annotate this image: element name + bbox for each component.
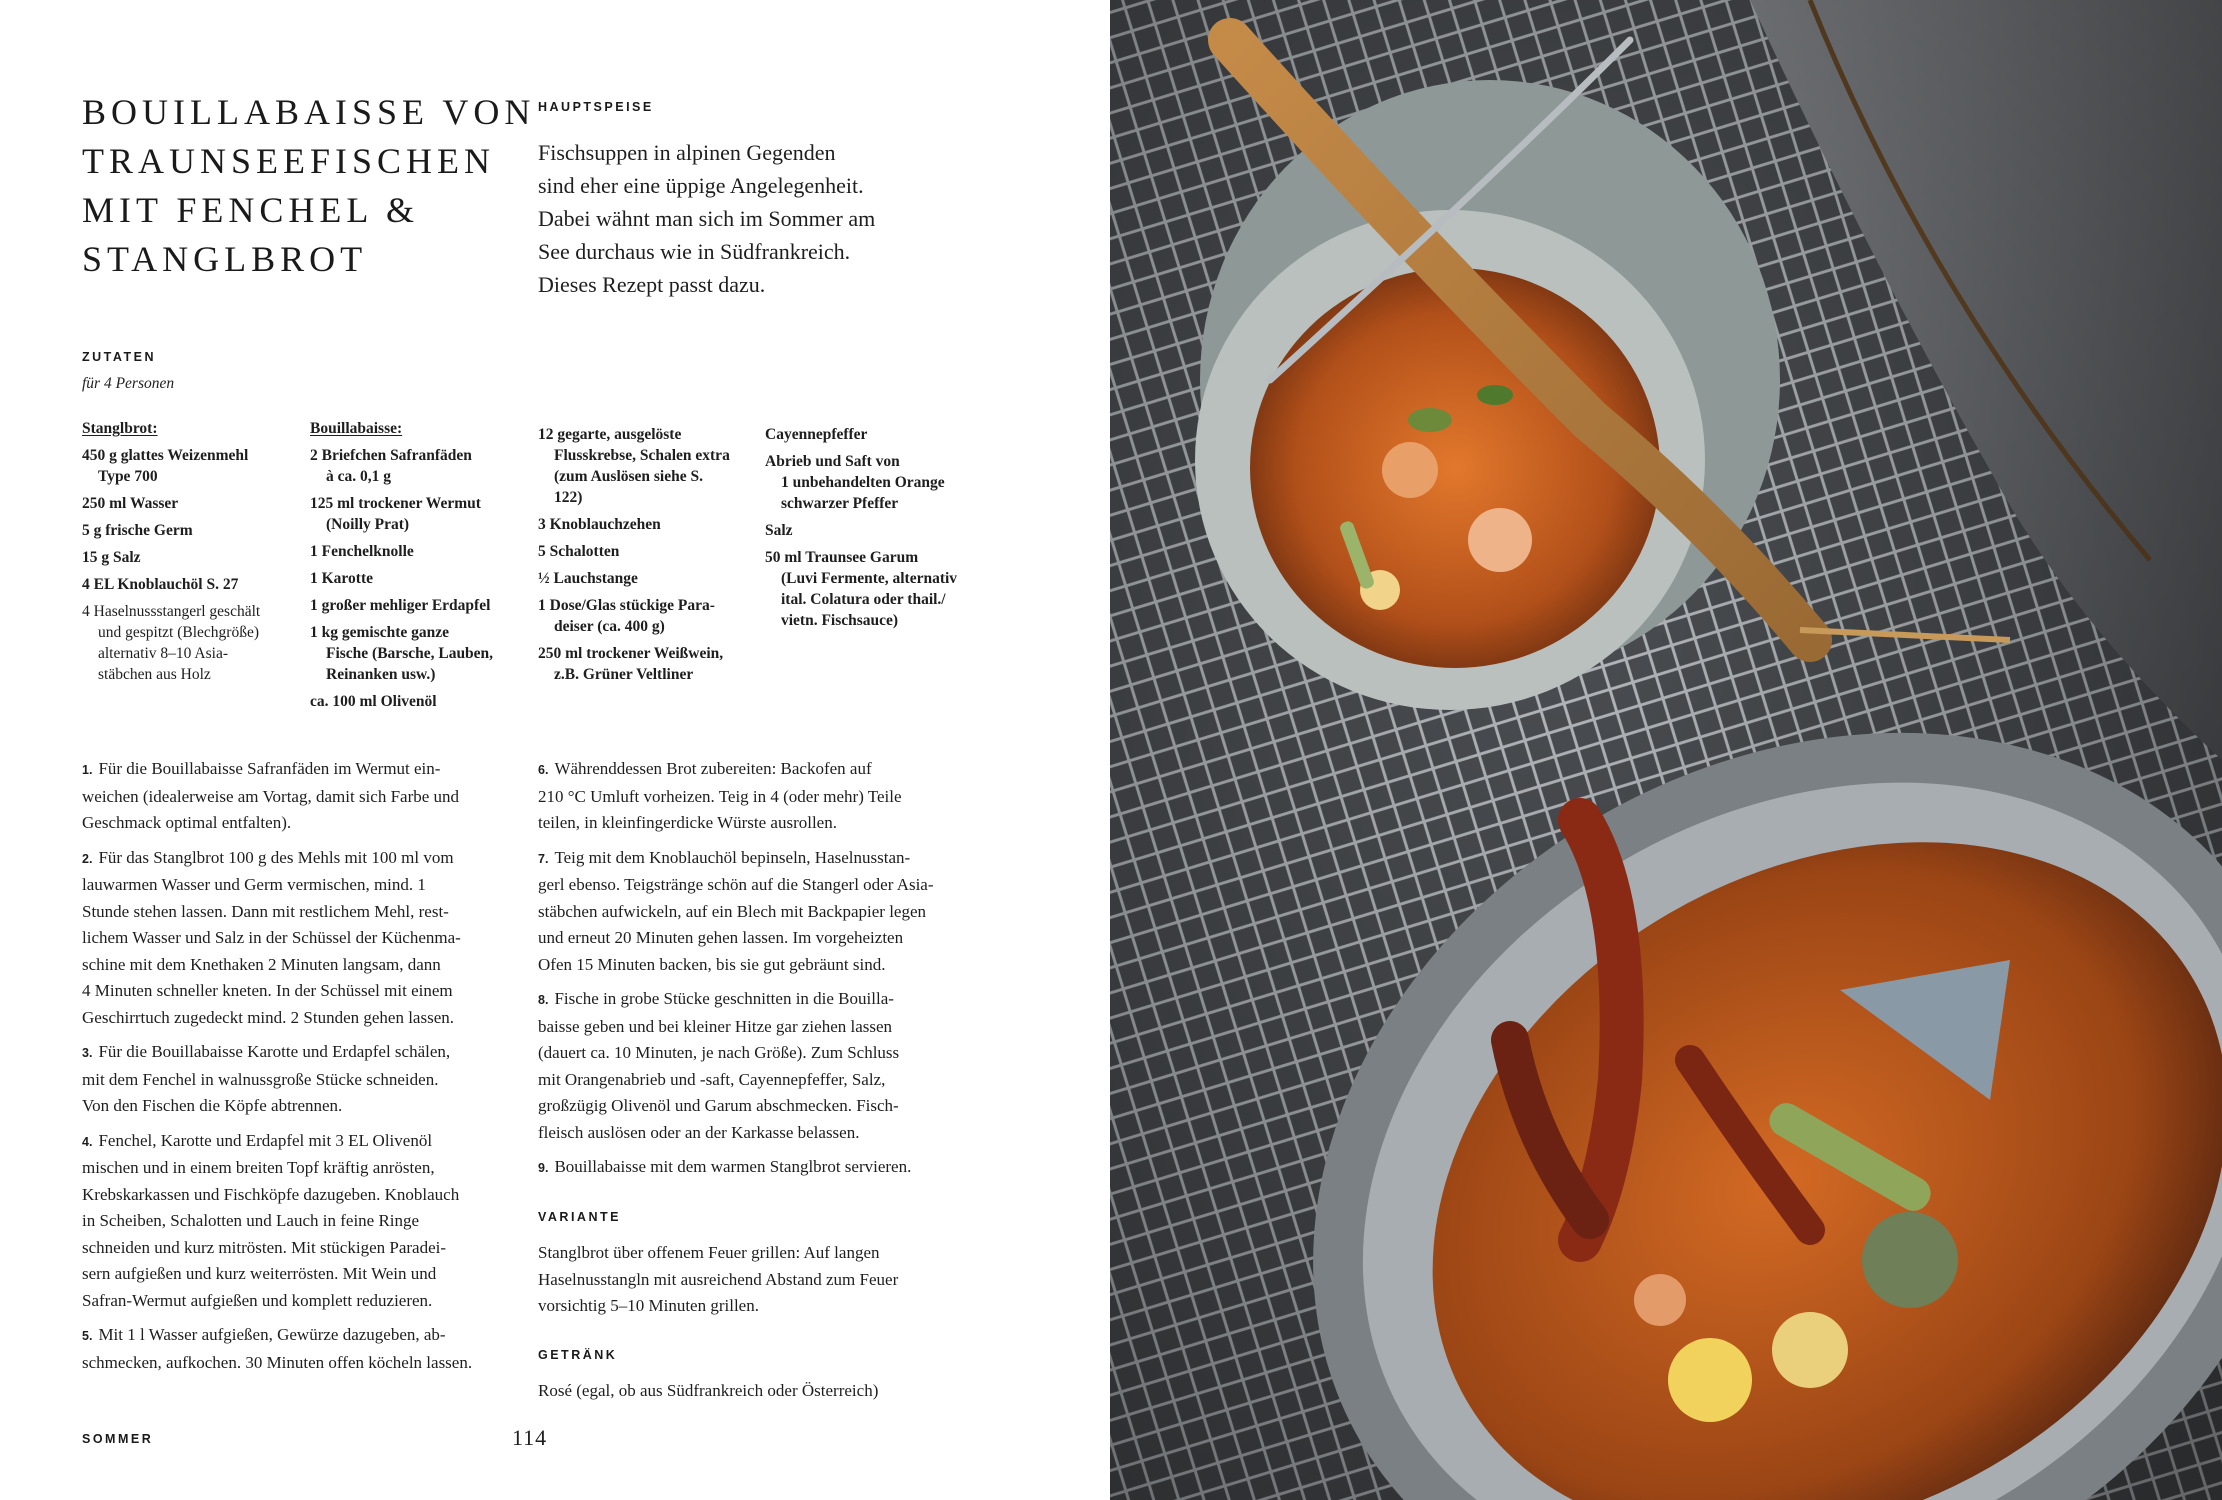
ingredient-item [82,520,297,541]
step-line: Safran-Wermut aufgießen und komplett reduzieren. [82,1290,433,1310]
fish-piece [1382,442,1438,498]
servings-note: für 4 Personen [82,375,175,392]
step-line: Geschirrtuch zugedeckt mind. 2 Stunden gehen lassen. [82,1007,455,1027]
ingredient-group-heading: Bouillabaisse: [310,420,403,437]
ingredient-line: Fische (Barsche, Lauben, [326,645,494,662]
step-line: Krebskarkassen und Fischköpfe dazugeben. Knoblauch [82,1184,460,1204]
step-line: stäbchen aufwickeln, auf ein Blech mit Backpapier legen [538,901,927,921]
page-number: 114 [512,1425,548,1450]
ingredient-line: ital. Colatura oder thail./ [781,591,946,608]
step-line: 4 Minuten schneller kneten. In der Schüssel mit einem [82,981,453,1000]
ingredient-line: deiser (ca. 400 g) [554,618,665,635]
ingredient-line: (Noilly Prat) [326,516,410,533]
step-number: 5. [82,1329,93,1343]
variante-line: Haselnusstangln mit ausreichend Abstand zum Feuer [538,1269,899,1289]
ingredient-item [765,424,990,445]
ingredient-item [538,643,753,685]
step-line: baisse geben und bei kleiner Hitze gar ziehen lassen [538,1016,893,1036]
instruction-step [82,845,522,1032]
ingredient-line: 1 kg gemischte ganze [310,624,450,641]
step-line: sern aufgießen und kurz weiterrösten. Mit Wein und [82,1264,437,1283]
section-label: SOMMER [82,1432,154,1446]
ingredient-item [765,547,990,631]
intro-line: sind eher eine üppige Angelegenheit. [538,173,864,198]
title-line: TRAUNSEEFISCHEN [82,141,496,181]
ingredient-item [765,451,990,514]
step-line: lichem Wasser und Salz in der Schüssel der Küchenma- [82,928,461,947]
ingredient-item [82,445,297,487]
instructions-left-column [82,756,522,1384]
ingredient-line: ½ Lauchstange [538,570,638,587]
soup-upper [1250,268,1660,668]
ingredient-line: Type 700 [98,468,158,485]
ingredient-item [82,574,297,595]
step-line: Von den Fischen die Köpfe abtrennen. [82,1096,343,1115]
title-line: BOUILLABAISSE VON [82,92,536,132]
ingredient-item [538,424,753,508]
step-line: gerl ebenso. Teigstränge schön auf die Stangerl oder Asia- [538,875,934,894]
ingredient-line: vietn. Fischsauce) [781,612,899,629]
ingredient-item [310,691,525,712]
step-line: (dauert ca. 10 Minuten, je nach Größe). Zum Schluss [538,1043,900,1062]
step-line: Fenchel, Karotte und Erdapfel mit 3 EL Olivenöl [98,1130,433,1150]
potato-piece [1772,1312,1848,1388]
ingredient-line: 1 Dose/Glas stückige Para- [538,597,715,614]
ingredient-item [310,622,525,685]
step-line: mit Orangenabrieb und -saft, Cayennepfeffer, Salz, [538,1069,886,1089]
left-page [0,0,1110,1500]
step-line: in Scheiben, Schalotten und Lauch in feine Ringe [82,1211,420,1230]
ingredient-line: Abrieb und Saft von [765,453,900,470]
getraenk-heading: GETRÄNK [538,1347,618,1362]
ingredient-line: (Luvi Fermente, alternativ [781,570,958,587]
instruction-step [538,845,978,979]
ingredient-line: und gespitzt (Blechgröße) [98,624,259,641]
herb-leaf [1477,385,1513,405]
variante-line: Stanglbrot über offenem Feuer grillen: Auf langen [538,1243,880,1262]
ingredient-item [310,541,525,562]
ingredient-line: 50 ml Traunsee Garum [765,549,919,566]
instruction-step [538,1154,978,1182]
ingredient-item [538,541,753,562]
ingredient-line: 5 Schalotten [538,543,620,560]
ingredient-line: Cayennepfeffer [765,426,868,443]
ingredient-item [765,520,990,541]
instruction-step [82,1322,522,1376]
ingredients-heading: ZUTATEN [82,350,156,364]
ingredient-item [310,595,525,616]
ingredient-line: ca. 100 ml Olivenöl [310,693,437,710]
ingredient-line: 1 großer mehliger Erdapfel [310,597,491,614]
ingredient-line: Reinanken usw.) [326,666,436,683]
variante-text [538,1240,978,1320]
getraenk-line: Rosé (egal, ob aus Südfrankreich oder Österreich) [538,1381,879,1400]
ingredients-column-3 [538,424,753,691]
step-line: schneiden und kurz mitrösten. Mit stückigen Paradei- [82,1237,446,1257]
step-line: teilen, in kleinfingerdicke Würste ausrollen. [538,813,837,832]
potato-piece [1668,1338,1752,1422]
food-photo-illustration [1110,0,2222,1500]
step-line: mischen und in einem breiten Topf kräftig anrösten, [82,1158,435,1177]
title-line: STANGLBROT [82,239,368,279]
step-line: Für die Bouillabaisse Safranfäden im Wermut ein- [98,759,441,778]
ingredient-line: 1 Fenchelknolle [310,543,414,560]
step-line: Währenddessen Brot zubereiten: Backofen auf [554,759,872,778]
ingredient-line: Flusskrebse, Schalen extra [554,447,730,464]
herb-leaf [1408,408,1452,432]
step-number: 6. [538,763,549,777]
ingredient-item [310,445,525,487]
step-line: und erneut 20 Minuten gehen lassen. Im vorgeheizten [538,928,904,947]
ingredients-column-stanglbrot [82,418,297,691]
step-number: 8. [538,993,549,1007]
step-line: Geschmack optimal entfalten). [82,813,292,832]
instruction-step [82,1128,522,1315]
ingredient-line: 12 gegarte, ausgelöste [538,426,682,443]
step-number: 9. [538,1161,549,1175]
ingredient-item [82,547,297,568]
step-line: lauwarmen Wasser und Germ vermischen, mind. 1 [82,875,426,894]
ingredient-item [310,568,525,589]
step-line: Fische in grobe Stücke geschnitten in die Bouilla- [554,989,894,1008]
ingredient-line: 125 ml trockener Wermut [310,495,481,512]
step-number: 1. [82,763,93,777]
shrimp-piece [1468,508,1532,572]
instruction-step [538,986,978,1146]
getraenk-text [538,1378,978,1405]
step-line: Bouillabaisse mit dem warmen Stanglbrot servieren. [554,1157,912,1176]
ingredient-item [538,514,753,535]
intro-line: See durchaus wie in Südfrankreich. [538,239,851,264]
instruction-step [82,756,522,837]
step-line: Teig mit dem Knoblauchöl bepinseln, Haselnusstan- [554,847,911,867]
intro-text [538,136,958,301]
shrimp-piece [1634,1274,1686,1326]
ingredient-line: 250 ml Wasser [82,495,179,512]
step-line: 210 °C Umluft vorheizen. Teig in 4 (oder mehr) Teile [538,786,902,806]
step-line: Für die Bouillabaisse Karotte und Erdapfel schälen, [98,1042,451,1061]
ingredient-line: 122) [554,489,583,506]
ingredients-column-bouillabaisse [310,418,525,718]
ingredient-item [538,595,753,637]
intro-line: Dieses Rezept passt dazu. [538,272,766,297]
instructions-right-column [538,756,978,1405]
ingredient-line: 4 Haselnussstangerl geschält [82,603,261,620]
ingredient-line: 250 ml trockener Weißwein, [538,645,724,662]
ingredient-line: 15 g Salz [82,549,141,566]
step-line: Mit 1 l Wasser aufgießen, Gewürze dazugeben, ab- [98,1325,446,1344]
ingredient-line: Salz [765,522,793,539]
ingredient-line: 4 EL Knoblauchöl S. 27 [82,576,239,593]
recipe-title [82,88,536,284]
step-number: 7. [538,851,549,866]
step-line: schmecken, aufkochen. 30 Minuten offen köcheln lassen. [82,1352,473,1372]
ingredient-line: 450 g glattes Weizenmehl [82,447,249,464]
instruction-step [82,1039,522,1120]
ingredient-line: alternativ 8–10 Asia- [98,645,228,662]
variante-heading: VARIANTE [538,1209,621,1224]
ingredient-line: 5 g frische Germ [82,522,193,539]
intro-line: Fischsuppen in alpinen Gegenden [538,140,836,165]
step-line: Stunde stehen lassen. Dann mit restlichem Mehl, rest- [82,901,449,921]
instruction-step [538,756,978,837]
step-number: 2. [82,851,93,866]
ingredient-line: z.B. Grüner Veltliner [554,666,694,683]
ingredient-line: à ca. 0,1 g [326,468,392,485]
ingredient-line: 1 Karotte [310,570,373,587]
intro-line: Dabei wähnt man sich im Sommer am [538,206,876,231]
step-line: Ofen 15 Minuten backen, bis sie gut gebräunt sind. [538,954,886,974]
step-number: 3. [82,1046,93,1060]
ingredients-column-4 [765,424,990,637]
ingredient-item [82,601,297,685]
step-line: weichen (idealerweise am Vortag, damit sich Farbe und [82,786,460,806]
ingredient-item [82,493,297,514]
ingredient-item [310,493,525,535]
step-line: schine mit dem Knethaken 2 Minuten langsam, dann [82,954,441,974]
ingredient-group-heading: Stanglbrot: [82,420,158,437]
variante-line: vorsichtig 5–10 Minuten grillen. [538,1296,759,1315]
step-line: Für das Stanglbrot 100 g des Mehls mit 100 ml vom [98,847,454,867]
bay-leaf [1862,1212,1958,1308]
step-number: 4. [82,1134,93,1149]
ingredient-line: (zum Auslösen siehe S. [554,468,703,485]
step-line: großzügig Olivenöl und Garum abschmecken. Fisch- [538,1096,899,1115]
ingredient-item [538,568,753,589]
ingredient-line: 1 unbehandelten Orange [781,474,945,491]
course-label: HAUPTSPEISE [538,100,654,114]
food-photo [1110,0,2222,1500]
ingredient-line: 3 Knoblauchzehen [538,516,661,533]
ingredient-line: 2 Briefchen Safranfäden [310,447,472,464]
title-line: MIT FENCHEL & [82,190,420,230]
ingredient-line: schwarzer Pfeffer [781,495,899,512]
ingredient-line: stäbchen aus Holz [98,666,211,683]
step-line: mit dem Fenchel in walnussgroße Stücke schneiden. [82,1069,439,1089]
step-line: fleisch auslösen oder an der Karkasse belassen. [538,1122,860,1142]
